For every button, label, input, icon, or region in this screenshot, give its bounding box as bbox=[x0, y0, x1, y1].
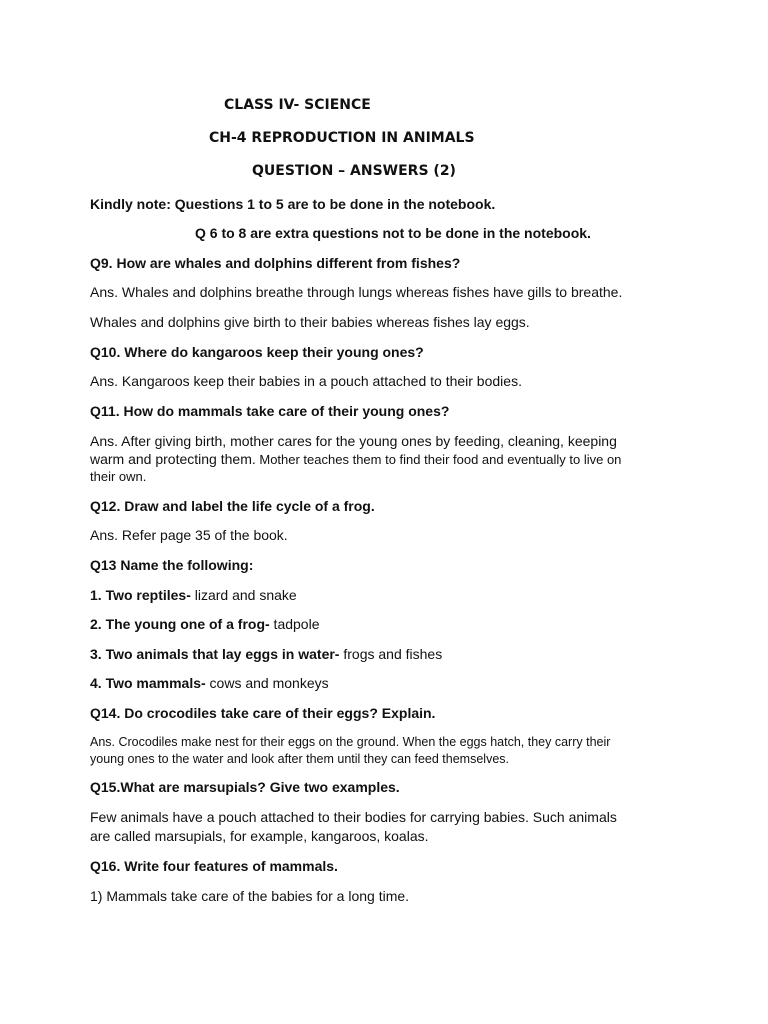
q13-item-3 bbox=[90, 647, 442, 661]
q13-item-2-value: tadpole bbox=[269, 616, 320, 632]
qa-title: QUESTION – ANSWERS (2) bbox=[252, 163, 456, 179]
q14-answer-line-2: young ones to the water and look after them until they can feed themselves. bbox=[90, 752, 510, 766]
note-line-2: Q 6 to 8 are extra questions not to be done in the notebook. bbox=[195, 225, 591, 241]
q12-answer: Ans. Refer page 35 of the book. bbox=[90, 527, 288, 543]
q11-question: Q11. How do mammals take care of their young ones? bbox=[90, 403, 450, 419]
q13-item-4-value: cows and monkeys bbox=[205, 675, 329, 691]
q13-item-4 bbox=[90, 676, 329, 690]
q13-item-3-label: 3. Two animals that lay eggs in water- bbox=[90, 646, 340, 662]
q11-answer-line-2 bbox=[90, 452, 621, 466]
q13-item-2-label: 2. The young one of a frog- bbox=[90, 616, 270, 632]
q11-answer-line-2b: Mother teaches them to find their food and eventually to live on bbox=[255, 452, 622, 467]
q14-question: Q14. Do crocodiles take care of their eggs? Explain. bbox=[90, 705, 436, 721]
q9-question: Q9. How are whales and dolphins different from fishes? bbox=[90, 255, 461, 271]
q11-answer-line-1: Ans. After giving birth, mother cares for the young ones by feeding, cleaning, keeping bbox=[90, 433, 617, 449]
q13-item-3-value: frogs and fishes bbox=[339, 646, 443, 662]
class-title: CLASS IV- SCIENCE bbox=[224, 97, 371, 113]
q11-answer-line-2a: warm and protecting them. bbox=[90, 451, 256, 467]
q13-item-1-label: 1. Two reptiles- bbox=[90, 587, 191, 603]
q9-answer-1: Ans. Whales and dolphins breathe through lungs whereas fishes have gills to breathe. bbox=[90, 284, 623, 300]
q16-answer-1: 1) Mammals take care of the babies for a long time. bbox=[90, 888, 410, 904]
q11-answer-line-3: their own. bbox=[90, 469, 147, 484]
q14-answer-line-1: Ans. Crocodiles make nest for their eggs on the ground. When the eggs hatch, they carry their bbox=[90, 735, 611, 749]
q15-answer-line-2: are called marsupials, for example, kangaroos, koalas. bbox=[90, 828, 429, 844]
q10-answer: Ans. Kangaroos keep their babies in a pouch attached to their bodies. bbox=[90, 373, 522, 389]
q13-question: Q13 Name the following: bbox=[90, 557, 254, 573]
q15-answer-line-1: Few animals have a pouch attached to their bodies for carrying babies. Such animals bbox=[90, 809, 617, 825]
chapter-title: CH-4 REPRODUCTION IN ANIMALS bbox=[209, 130, 475, 146]
note-line-1: Kindly note: Questions 1 to 5 are to be done in the notebook. bbox=[90, 196, 496, 212]
q13-item-1 bbox=[90, 588, 297, 602]
q12-question: Q12. Draw and label the life cycle of a frog. bbox=[90, 498, 375, 514]
q13-item-2 bbox=[90, 617, 320, 631]
q15-question: Q15.What are marsupials? Give two examples. bbox=[90, 779, 400, 795]
q13-item-4-label: 4. Two mammals- bbox=[90, 675, 206, 691]
q10-question: Q10. Where do kangaroos keep their young ones? bbox=[90, 344, 424, 360]
q16-question: Q16. Write four features of mammals. bbox=[90, 858, 338, 874]
q13-item-1-value: lizard and snake bbox=[190, 587, 297, 603]
q9-answer-2: Whales and dolphins give birth to their babies whereas fishes lay eggs. bbox=[90, 314, 530, 330]
